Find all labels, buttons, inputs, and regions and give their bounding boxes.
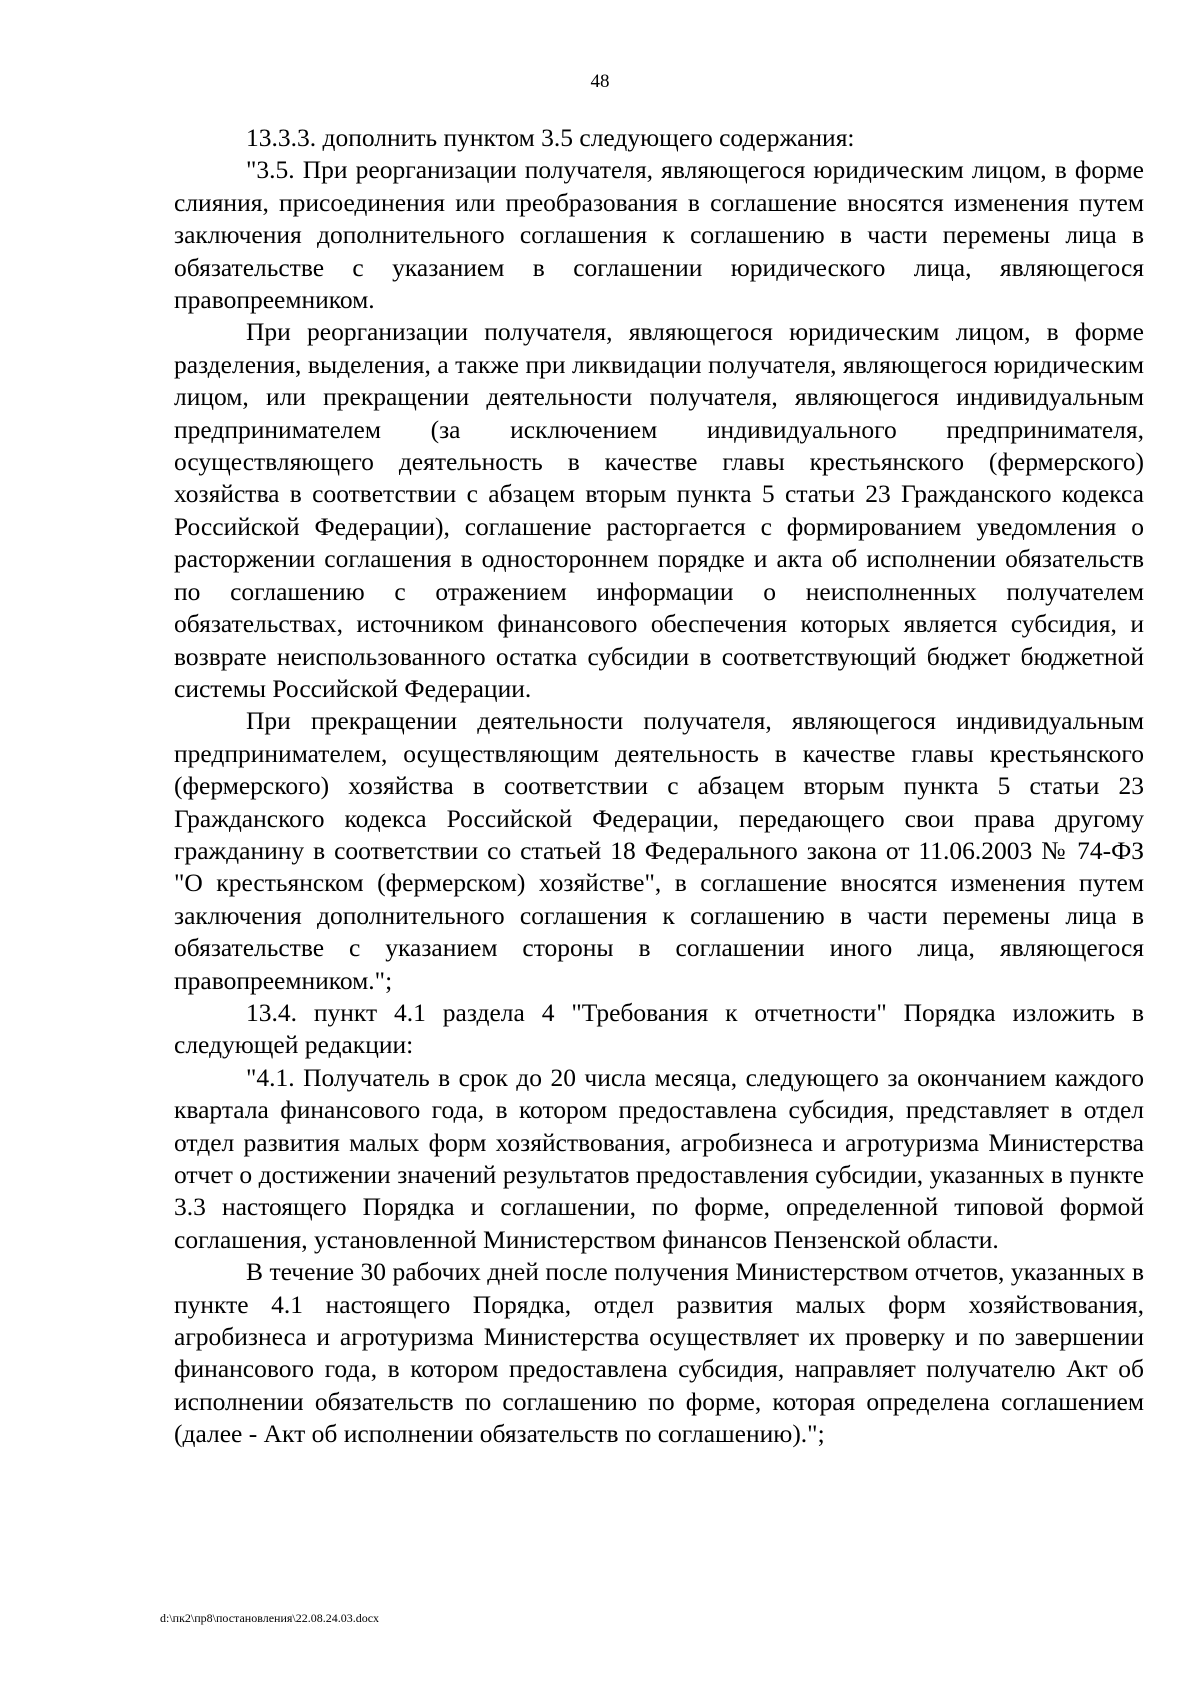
file-path-footer: d:\пк2\пр8\постановления\22.08.24.03.docx [160,1611,380,1625]
paragraph-reorganization: При реорганизации получателя, являющегося юридическим лицом, в форме разделения, выделения, а также при ликвидации получателя, являющегося юридическим лицом, или прекращении деятельности получателя, являющегося индивидуальным предпринимателем (за исключением индивидуального предпринимателя, осуществляющего деятельность в качестве главы крестьянского (фермерского) хозяйства в соответствии с абзацем вторым пункта 5 статьи 23 Гражданского кодекса Российской Федерации), соглашение расторгается с формированием уведомления о расторжении соглашения в одностороннем порядке и акта об исполнении обязательств по соглашению с отражением информации о неисполненных получателем обязательствах, источником финансового обеспечения которых является субсидия, и возврате неиспользованного остатка субсидии в соответствующий бюджет бюджетной системы Российской Федерации. [174,317,1144,703]
paragraph-termination: При прекращении деятельности получателя, являющегося индивидуальным предпринимателем, осуществляющим деятельность в качестве главы крестьянского (фермерского) хозяйства в соответствии с абзацем вторым пункта 5 статьи 23 Гражданского кодекса Российской Федерации, передающего свои права другому гражданину в соответствии со статьей 18 Федерального закона от 11.06.2003 № 74-ФЗ "О крестьянском (фермерском) хозяйстве", в соглашение вносятся изменения путем заключения дополнительного соглашения к соглашению в части перемены лица в обязательстве с указанием стороны в соглашении иного лица, являющегося правопреемником."; [174,706,1144,995]
paragraph-review: В течение 30 рабочих дней после получения Министерством отчетов, указанных в пункте 4.1 настоящего Порядка, отдел развития малых форм хозяйствования, агробизнеса и агротуризма Министерства осуществляет их проверку и по завершении финансового года, в котором предоставлена субсидия, направляет получателю Акт об исполнении обязательств по соглашению по форме, которая определена соглашением (далее - Акт об исполнении обязательств по соглашению)."; [174,1257,1144,1449]
page-number: 48 [590,71,610,92]
paragraph-13-3-3: 13.3.3. дополнить пунктом 3.5 следующего содержания: [246,123,855,152]
paragraph-4-1: "4.1. Получатель в срок до 20 числа месяца, следующего за окончанием каждого квартала финансового года, в котором предоставлена субсидия, представляет в отдел отдел развития малых форм хозяйствования, агробизнеса и агротуризма Министерства отчет о достижении значений результатов предоставления субсидии, указанных в пункте 3.3 настоящего Порядка и соглашении, по форме, определенной типовой формой соглашения, установленной Министерством финансов Пензенской области. [174,1062,1144,1254]
paragraph-13-4: 13.4. пункт 4.1 раздела 4 "Требования к отчетности" Порядка изложить в следующей редакции: [174,997,1144,1060]
document-body [174,122,1144,1451]
paragraph-3-5: "3.5. При реорганизации получателя, являющегося юридическим лицом, в форме слияния, присоединения или преобразования в соглашение вносятся изменения путем заключения дополнительного соглашения к соглашению в части перемены лица в обязательстве с указанием в соглашении юридического лица, являющегося правопреемником. [174,155,1144,315]
